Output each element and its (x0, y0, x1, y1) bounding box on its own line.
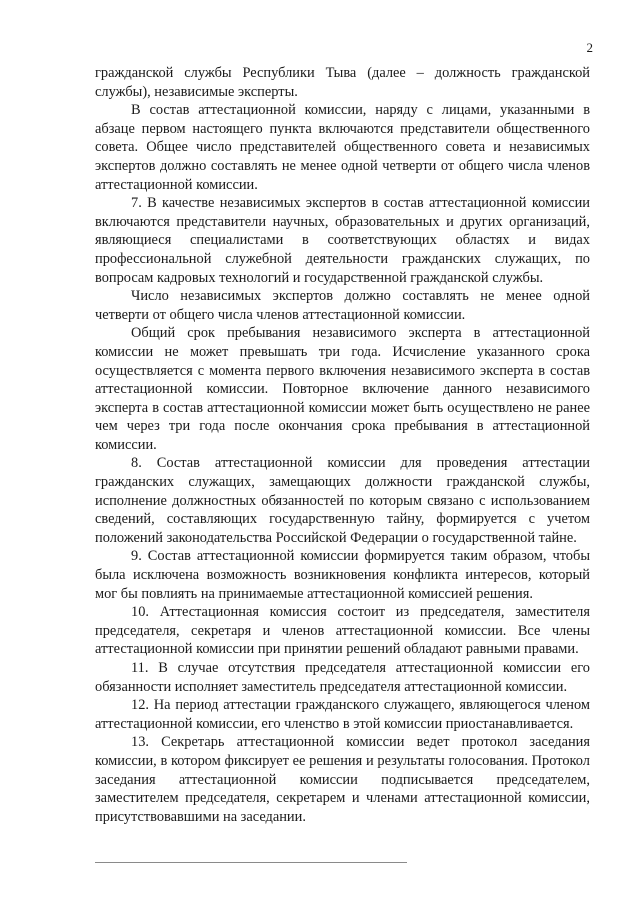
paragraph-item-13: 13. Секретарь аттестационной комиссии ведет протокол заседания комиссии, в котором фиксирует ее решения и результаты голосования. Протокол заседания аттестационной комиссии подписывается председателем, заместителем председателя, секретарем и членами аттестационной комиссии, присутствовавшими на заседании. (95, 734, 590, 825)
paragraph-item-9: 9. Состав аттестационной комиссии формируется таким образом, чтобы была исключена возможность возникновения конфликта интересов, который мог бы повлиять на принимаемые аттестационной комиссией решения. (95, 548, 590, 602)
document-body (95, 64, 590, 826)
paragraph-item-7: 7. В качестве независимых экспертов в состав аттестационной комиссии включаются представители научных, образовательных и других организаций, являющиеся специалистами в соответствующих областях и видах профессиональной служебной деятельности гражданских служащих, по вопросам кадровых технологий и государственной гражданской службы. (95, 195, 590, 286)
paragraph: Общий срок пребывания независимого эксперта в аттестационной комиссии не может превышать три года. Исчисление указанного срока осуществляется с момента первого включения независимого эксперта в состав аттестационной комиссии. Повторное включение данного независимого эксперта в состав аттестационной комиссии может быть осуществлено не ранее чем через три года после окончания срока пребывания в аттестационной комиссии. (95, 325, 590, 453)
footer-divider (95, 862, 407, 863)
paragraph-item-11: 11. В случае отсутствия председателя аттестационной комиссии его обязанности исполняет заместитель председателя аттестационной комиссии. (95, 660, 590, 695)
paragraph: Число независимых экспертов должно составлять не менее одной четверти от общего числа членов аттестационной комиссии. (95, 288, 590, 323)
paragraph-item-12: 12. На период аттестации гражданского служащего, являющегося членом аттестационной комиссии, его членство в этой комиссии приостанавливается. (95, 697, 590, 732)
paragraph-item-10: 10. Аттестационная комиссия состоит из председателя, заместителя председателя, секретаря и членов аттестационной комиссии. Все члены аттестационной комиссии при принятии решений обладают равными правами. (95, 604, 590, 658)
paragraph-item-8: 8. Состав аттестационной комиссии для проведения аттестации гражданских служащих, замещающих должности гражданской службы, исполнение должностных обязанностей по которым связано с использованием сведений, составляющих государственную тайну, формируется с учетом положений законодательства Российской Федерации о государственной тайне. (95, 455, 590, 546)
page-number: 2 (586, 40, 593, 55)
paragraph-continuation: гражданской службы Республики Тыва (далее – должность гражданской службы), независимые эксперты. (95, 65, 590, 100)
paragraph: В состав аттестационной комиссии, наряду с лицами, указанными в абзаце первом настоящего пункта включаются представители общественного совета. Общее число представителей общественного совета и независимых экспертов должно составлять не менее одной четверти от общего числа членов аттестационной комиссии. (95, 102, 590, 193)
